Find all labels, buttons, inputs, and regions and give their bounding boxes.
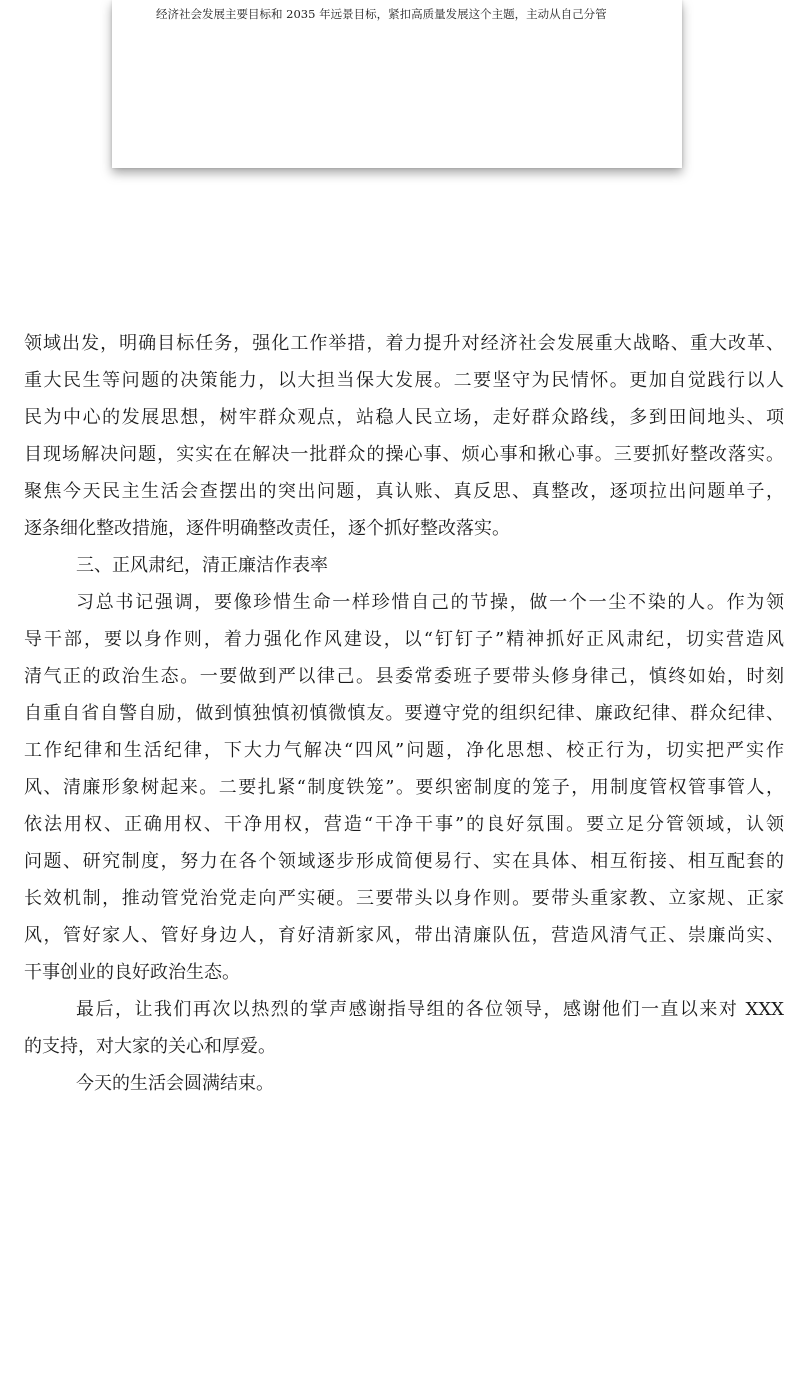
paragraph-line: 长效机制，推动管党治党走向严实硬。三要带头以身作则。要带头重家教、立家规、正家 xyxy=(24,888,784,909)
paragraph-line: 工作纪律和生活纪律，下大力气解决“四风”问题，净化思想、校正行为，切实把严实作 xyxy=(24,740,784,761)
paragraph-line: 清气正的政治生态。一要做到严以律己。县委常委班子要带头修身律己，慎终如始，时刻 xyxy=(24,666,784,687)
paragraph-line: 逐条细化整改措施，逐件明确整改责任，逐个抓好整改落实。 xyxy=(24,518,510,539)
paragraph-line: 导干部，要以身作则，着力强化作风建设，以“钉钉子”精神抓好正风肃纪，切实营造风 xyxy=(24,629,784,650)
preview-card xyxy=(112,0,682,168)
closing-line: 今天的生活会圆满结束。 xyxy=(76,1073,274,1094)
paragraph-line: 风，管好家人、管好身边人，育好清新家风，带出清廉队伍，营造风清气正、崇廉尚实、 xyxy=(24,925,784,946)
preview-card-text: 经济社会发展主要目标和 2035 年远景目标，紧扣高质量发展这个主题，主动从自己分管 xyxy=(156,7,607,21)
paragraph-line: 最后，让我们再次以热烈的掌声感谢指导组的各位领导，感谢他们一直以来对 XXX xyxy=(76,999,784,1020)
paragraph-line: 聚焦今天民主生活会查摆出的突出问题，真认账、真反思、真整改，逐项拉出问题单子， xyxy=(24,481,784,502)
paragraph-line: 领域出发，明确目标任务，强化工作举措，着力提升对经济社会发展重大战略、重大改革、 xyxy=(24,333,784,354)
paragraph-line: 自重自省自警自励，做到慎独慎初慎微慎友。要遵守党的组织纪律、廉政纪律、群众纪律、 xyxy=(24,703,784,724)
paragraph-line: 干事创业的良好政治生态。 xyxy=(24,962,240,983)
section-heading: 三、正风肃纪，清正廉洁作表率 xyxy=(76,555,328,576)
paragraph-line: 民为中心的发展思想，树牢群众观点，站稳人民立场，走好群众路线，多到田间地头、项 xyxy=(24,407,784,428)
paragraph-line: 问题、研究制度，努力在各个领域逐步形成简便易行、实在具体、相互衔接、相互配套的 xyxy=(24,851,784,872)
paragraph-line: 依法用权、正确用权、干净用权，营造“干净干事”的良好氛围。要立足分管领域，认领 xyxy=(24,814,784,835)
paragraph-line: 目现场解决问题，实实在在解决一批群众的操心事、烦心事和揪心事。三要抓好整改落实。 xyxy=(24,444,784,465)
paragraph-line: 习总书记强调，要像珍惜生命一样珍惜自己的节操，做一个一尘不染的人。作为领 xyxy=(76,592,784,613)
paragraph-line: 风、清廉形象树起来。二要扎紧“制度铁笼”。要织密制度的笼子，用制度管权管事管人， xyxy=(24,777,784,798)
document-body xyxy=(24,325,784,1102)
paragraph-line: 的支持，对大家的关心和厚爱。 xyxy=(24,1036,276,1057)
paragraph-line: 重大民生等问题的决策能力，以大担当保大发展。二要坚守为民情怀。更加自觉践行以人 xyxy=(24,370,784,391)
